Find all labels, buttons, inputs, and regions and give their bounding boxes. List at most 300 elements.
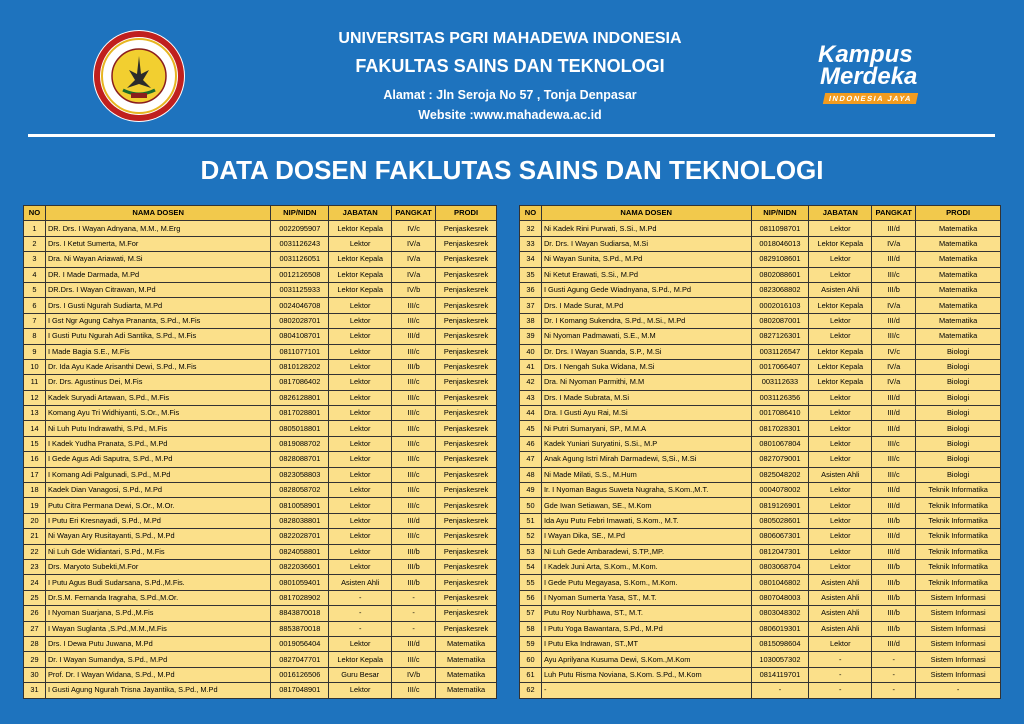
cell-no: 47 <box>520 452 542 467</box>
cell-nip: 0807048003 <box>751 590 809 605</box>
table-row <box>24 590 497 605</box>
website-text: Website :www.mahadewa.ac.id <box>418 108 602 122</box>
table-row <box>24 683 497 698</box>
cell-prodi: Biologi <box>916 452 1001 467</box>
cell-jabatan: Lektor <box>809 498 872 513</box>
cell-jabatan: Asisten Ahli <box>809 467 872 482</box>
cell-nip: 0814119701 <box>751 667 809 682</box>
table-row <box>520 344 1001 359</box>
cell-jabatan: Asisten Ahli <box>809 575 872 590</box>
cell-pangkat: III/b <box>872 575 916 590</box>
cell-nama-dosen: DR. Drs. I Wayan Adnyana, M.M., M.Erg <box>45 221 270 236</box>
cell-pangkat: III/c <box>872 329 916 344</box>
cell-nama-dosen: Dra. Ni Nyoman Parmithi, M.M <box>541 375 751 390</box>
table-row <box>520 621 1001 636</box>
table-row <box>24 390 497 405</box>
cell-pangkat: III/d <box>872 529 916 544</box>
cell-prodi: Teknik Informatika <box>916 559 1001 574</box>
kampus-merdeka-badge: INDONESIA JAYA <box>823 93 918 104</box>
table-row <box>24 621 497 636</box>
page-title: DATA DOSEN FAKLUTAS SAINS DAN TEKNOLOGI <box>200 155 824 185</box>
cell-jabatan: Lektor <box>809 252 872 267</box>
column-header-nama: NAMA DOSEN <box>541 206 751 221</box>
cell-jabatan: Lektor <box>809 421 872 436</box>
table-row <box>24 529 497 544</box>
cell-pangkat: III/b <box>872 606 916 621</box>
cell-pangkat: III/b <box>872 282 916 297</box>
cell-jabatan: Lektor Kepala <box>809 344 872 359</box>
cell-no: 17 <box>24 467 46 482</box>
cell-nama-dosen: I Wayan Dika, SE., M.Pd <box>541 529 751 544</box>
cell-pangkat: III/c <box>392 421 436 436</box>
cell-nip: 0031126243 <box>271 236 329 251</box>
cell-jabatan: Lektor Kepala <box>809 236 872 251</box>
column-header-no: NO <box>520 206 542 221</box>
column-header-pangkat: PANGKAT <box>872 206 916 221</box>
cell-no: 31 <box>24 683 46 698</box>
cell-no: 19 <box>24 498 46 513</box>
cell-prodi: Penjaskesrek <box>436 590 497 605</box>
cell-nama-dosen: I Nyoman Sumerta Yasa, ST., M.T. <box>541 590 751 605</box>
cell-jabatan: Lektor <box>329 344 392 359</box>
table-row <box>24 267 497 282</box>
cell-nama-dosen: Ni Luh Gede Ambaradewi, S.TP.,MP. <box>541 544 751 559</box>
cell-no: 59 <box>520 636 542 651</box>
cell-pangkat: IV/c <box>392 221 436 236</box>
table-row <box>24 498 497 513</box>
cell-no: 24 <box>24 575 46 590</box>
table-row <box>520 452 1001 467</box>
cell-jabatan: Lektor Kepala <box>329 652 392 667</box>
cell-prodi: Biologi <box>916 436 1001 451</box>
cell-jabatan: Lektor Kepala <box>329 252 392 267</box>
cell-pangkat: III/c <box>392 483 436 498</box>
cell-nip: 0827047701 <box>271 652 329 667</box>
cell-nama-dosen: Anak Agung Istri Mirah Darmadewi, S,Si., M.Si <box>541 452 751 467</box>
cell-pangkat: III/b <box>872 513 916 528</box>
cell-no: 30 <box>24 667 46 682</box>
cell-pangkat: III/c <box>392 436 436 451</box>
cell-pangkat: IV/a <box>872 236 916 251</box>
cell-nip: 0825048202 <box>751 467 809 482</box>
cell-nama-dosen: Dr. I Komang Sukendra, S.Pd., M.Si., M.Pd <box>541 313 751 328</box>
cell-nama-dosen: I Gst Ngr Agung Cahya Prananta, S.Pd., M.Fis <box>45 313 270 328</box>
cell-pangkat: - <box>392 606 436 621</box>
cell-nama-dosen: Drs. I Made Subrata, M.Si <box>541 390 751 405</box>
cell-no: 38 <box>520 313 542 328</box>
cell-no: 36 <box>520 282 542 297</box>
table-header-row <box>520 206 1001 221</box>
table-header-row <box>24 206 497 221</box>
cell-nama-dosen: Ni Made Milati, S.S., M.Hum <box>541 467 751 482</box>
cell-nip: 0031126547 <box>751 344 809 359</box>
table-row <box>520 513 1001 528</box>
cell-prodi: Penjaskesrek <box>436 513 497 528</box>
cell-no: 42 <box>520 375 542 390</box>
cell-jabatan: Lektor <box>329 452 392 467</box>
cell-nip: 0817086402 <box>271 375 329 390</box>
cell-nip: 0031126356 <box>751 390 809 405</box>
cell-nip: 0826128801 <box>271 390 329 405</box>
cell-no: 6 <box>24 298 46 313</box>
cell-pangkat: III/b <box>872 590 916 605</box>
cell-no: 60 <box>520 652 542 667</box>
table-row <box>520 298 1001 313</box>
cell-nip: 0817028301 <box>751 421 809 436</box>
cell-jabatan: Lektor <box>809 452 872 467</box>
cell-jabatan: Lektor Kepala <box>329 267 392 282</box>
cell-pangkat: IV/a <box>392 267 436 282</box>
cell-no: 12 <box>24 390 46 405</box>
faculty-name: FAKULTAS SAINS DAN TEKNOLOGI <box>355 56 665 76</box>
cell-jabatan: Lektor <box>329 467 392 482</box>
cell-no: 56 <box>520 590 542 605</box>
cell-jabatan: Asisten Ahli <box>809 606 872 621</box>
cell-nip: 0811077101 <box>271 344 329 359</box>
cell-nama-dosen: I Gusti Agung Ngurah Trisna Jayantika, S.Pd., M.Pd <box>45 683 270 698</box>
cell-nama-dosen: DR.Drs. I Wayan Citrawan, M.Pd <box>45 282 270 297</box>
cell-pangkat: IV/c <box>872 344 916 359</box>
cell-pangkat: IV/a <box>392 236 436 251</box>
cell-nama-dosen: Drs. I Ketut Sumerta, M.For <box>45 236 270 251</box>
lecturer-table-right <box>519 205 1001 699</box>
cell-prodi: Penjaskesrek <box>436 406 497 421</box>
cell-pangkat: III/c <box>392 344 436 359</box>
table-row <box>24 575 497 590</box>
table-row <box>520 236 1001 251</box>
cell-no: 50 <box>520 498 542 513</box>
cell-nip: 0817048901 <box>271 683 329 698</box>
university-logo <box>93 30 185 122</box>
cell-nip: 0828058702 <box>271 483 329 498</box>
table-row <box>24 483 497 498</box>
cell-prodi: Sistem Informasi <box>916 621 1001 636</box>
cell-nama-dosen: Ni Kadek Rini Purwati, S.Si., M.Pd <box>541 221 751 236</box>
cell-prodi: Penjaskesrek <box>436 452 497 467</box>
cell-prodi: Matematika <box>436 667 497 682</box>
cell-prodi: Penjaskesrek <box>436 313 497 328</box>
cell-no: 25 <box>24 590 46 605</box>
cell-no: 22 <box>24 544 46 559</box>
cell-pangkat: III/d <box>872 421 916 436</box>
cell-nip: 0806067301 <box>751 529 809 544</box>
cell-nip: 0806019301 <box>751 621 809 636</box>
cell-prodi: Matematika <box>916 221 1001 236</box>
column-header-nip: NIP/NIDN <box>751 206 809 221</box>
cell-prodi: Penjaskesrek <box>436 375 497 390</box>
cell-nama-dosen: Drs. Maryoto Subekti,M.For <box>45 559 270 574</box>
cell-pangkat: III/b <box>392 575 436 590</box>
kampus-merdeka-logo <box>818 41 968 104</box>
cell-pangkat: III/d <box>872 498 916 513</box>
cell-jabatan: Lektor <box>809 406 872 421</box>
cell-nama-dosen: Luh Putu Risma Noviana, S.Kom. S.Pd., M.Kom <box>541 667 751 682</box>
cell-nama-dosen: Ayu Aprilyana Kusuma Dewi, S.Kom.,M.Kom <box>541 652 751 667</box>
cell-pangkat: IV/a <box>872 298 916 313</box>
cell-nip: 0819088702 <box>271 436 329 451</box>
cell-prodi: Matematika <box>916 236 1001 251</box>
cell-pangkat: III/c <box>392 313 436 328</box>
cell-jabatan: Lektor <box>329 298 392 313</box>
cell-nip: 0810128202 <box>271 359 329 374</box>
cell-pangkat: III/c <box>392 390 436 405</box>
cell-jabatan: Lektor <box>809 544 872 559</box>
cell-jabatan: Lektor Kepala <box>329 282 392 297</box>
cell-no: 13 <box>24 406 46 421</box>
cell-jabatan: Guru Besar <box>329 667 392 682</box>
cell-jabatan: - <box>329 606 392 621</box>
cell-prodi: Penjaskesrek <box>436 252 497 267</box>
cell-prodi: Penjaskesrek <box>436 483 497 498</box>
cell-nip: 0024046708 <box>271 298 329 313</box>
cell-no: 28 <box>24 636 46 651</box>
cell-nip: 0804108701 <box>271 329 329 344</box>
table-row <box>520 606 1001 621</box>
cell-no: 58 <box>520 621 542 636</box>
cell-prodi: Sistem Informasi <box>916 636 1001 651</box>
cell-no: 35 <box>520 267 542 282</box>
cell-prodi: Penjaskesrek <box>436 298 497 313</box>
cell-no: 14 <box>24 421 46 436</box>
cell-no: 33 <box>520 236 542 251</box>
cell-pangkat: III/c <box>872 436 916 451</box>
table-row <box>520 436 1001 451</box>
cell-prodi: Matematika <box>916 298 1001 313</box>
cell-nama-dosen: Kadek Yuniari Suryatini, S.Si., M.P <box>541 436 751 451</box>
cell-nama-dosen: Dra. Ni Wayan Ariawati, M.Si <box>45 252 270 267</box>
cell-no: 11 <box>24 375 46 390</box>
table-row <box>520 590 1001 605</box>
cell-prodi: Teknik Informatika <box>916 529 1001 544</box>
table-row <box>520 544 1001 559</box>
cell-prodi: Penjaskesrek <box>436 498 497 513</box>
cell-jabatan: Lektor <box>809 483 872 498</box>
cell-pangkat: III/c <box>392 529 436 544</box>
kampus-merdeka-line1: Kampus <box>818 41 913 68</box>
table-row <box>520 313 1001 328</box>
cell-jabatan: Lektor <box>329 544 392 559</box>
cell-nip: 0827126301 <box>751 329 809 344</box>
cell-prodi: Penjaskesrek <box>436 282 497 297</box>
table-row <box>24 359 497 374</box>
cell-no: 18 <box>24 483 46 498</box>
cell-pangkat: - <box>872 683 916 698</box>
cell-prodi: Penjaskesrek <box>436 221 497 236</box>
cell-no: 27 <box>24 621 46 636</box>
cell-nip: 0822036601 <box>271 559 329 574</box>
cell-prodi: Penjaskesrek <box>436 236 497 251</box>
cell-nip: 0031125933 <box>271 282 329 297</box>
cell-prodi: Teknik Informatika <box>916 498 1001 513</box>
cell-pangkat: III/d <box>872 313 916 328</box>
table-row <box>24 406 497 421</box>
cell-nama-dosen: I Putu Agus Budi Sudarsana, S.Pd.,M.Fis. <box>45 575 270 590</box>
cell-nama-dosen: I Made Bagia S.E., M.Fis <box>45 344 270 359</box>
cell-pangkat: III/d <box>872 221 916 236</box>
cell-jabatan: Asisten Ahli <box>329 575 392 590</box>
table-row <box>24 313 497 328</box>
cell-nip: 0016126506 <box>271 667 329 682</box>
cell-nip: 0824058801 <box>271 544 329 559</box>
cell-nama-dosen: I Gede Putu Megayasa, S.Kom., M.Kom. <box>541 575 751 590</box>
cell-nip: 0019056404 <box>271 636 329 651</box>
cell-no: 61 <box>520 667 542 682</box>
cell-no: 8 <box>24 329 46 344</box>
cell-nama-dosen: Komang Ayu Tri Widhiyanti, S.Or., M.Fis <box>45 406 270 421</box>
column-header-jabatan: JABATAN <box>329 206 392 221</box>
cell-nip: 0812047301 <box>751 544 809 559</box>
cell-jabatan: Lektor <box>809 436 872 451</box>
cell-pangkat: III/d <box>392 329 436 344</box>
cell-jabatan: Lektor <box>809 559 872 574</box>
cell-nip: 0017086410 <box>751 406 809 421</box>
cell-pangkat: III/d <box>872 390 916 405</box>
cell-prodi: Penjaskesrek <box>436 621 497 636</box>
table-row <box>24 667 497 682</box>
cell-jabatan: - <box>329 590 392 605</box>
cell-nama-dosen: Drs. I Made Surat, M.Pd <box>541 298 751 313</box>
cell-jabatan: Lektor Kepala <box>809 359 872 374</box>
cell-pangkat: III/d <box>872 483 916 498</box>
lecturer-table-left <box>23 205 497 699</box>
cell-prodi: Biologi <box>916 421 1001 436</box>
cell-no: 7 <box>24 313 46 328</box>
cell-nama-dosen: Ni Nyoman Padmawati, S.E., M.M <box>541 329 751 344</box>
cell-pangkat: IV/b <box>392 282 436 297</box>
cell-no: 41 <box>520 359 542 374</box>
cell-nama-dosen: Ni Wayan Ary Rusitayanti, S.Pd., M.Pd <box>45 529 270 544</box>
table-row <box>520 636 1001 651</box>
cell-prodi: Biologi <box>916 344 1001 359</box>
cell-no: 4 <box>24 267 46 282</box>
cell-nama-dosen: I Putu Eri Kresnayadi, S.Pd., M.Pd <box>45 513 270 528</box>
cell-no: 1 <box>24 221 46 236</box>
cell-jabatan: Lektor <box>329 421 392 436</box>
cell-prodi: Penjaskesrek <box>436 467 497 482</box>
cell-no: 52 <box>520 529 542 544</box>
cell-prodi: Penjaskesrek <box>436 390 497 405</box>
table-row <box>24 252 497 267</box>
table-row <box>24 467 497 482</box>
column-header-no: NO <box>24 206 46 221</box>
cell-no: 15 <box>24 436 46 451</box>
table-row <box>520 390 1001 405</box>
cell-no: 57 <box>520 606 542 621</box>
cell-jabatan: Lektor <box>809 313 872 328</box>
cell-no: 44 <box>520 406 542 421</box>
cell-jabatan: Asisten Ahli <box>809 621 872 636</box>
table-row <box>24 329 497 344</box>
cell-nip: - <box>751 683 809 698</box>
cell-prodi: Biologi <box>916 375 1001 390</box>
cell-prodi: Matematika <box>436 636 497 651</box>
table-row <box>520 467 1001 482</box>
header-divider <box>28 134 995 137</box>
cell-prodi: Matematika <box>916 313 1001 328</box>
cell-no: 46 <box>520 436 542 451</box>
cell-jabatan: Lektor <box>329 375 392 390</box>
cell-nip: 0822028701 <box>271 529 329 544</box>
cell-nip: 0802028701 <box>271 313 329 328</box>
cell-nip: 0823058803 <box>271 467 329 482</box>
cell-jabatan: - <box>809 652 872 667</box>
cell-nama-dosen: Prof. Dr. I Wayan Widana, S.Pd., M.Pd <box>45 667 270 682</box>
table-row <box>520 529 1001 544</box>
cell-nip: 0815098604 <box>751 636 809 651</box>
cell-nama-dosen: Dr. Ida Ayu Kade Arisanthi Dewi, S.Pd., M.Fis <box>45 359 270 374</box>
cell-nama-dosen: Ni Wayan Sunita, S.Pd., M.Pd <box>541 252 751 267</box>
column-header-prodi: PRODI <box>916 206 1001 221</box>
cell-no: 32 <box>520 221 542 236</box>
cell-nip: 0018046013 <box>751 236 809 251</box>
cell-no: 55 <box>520 575 542 590</box>
cell-no: 5 <box>24 282 46 297</box>
cell-nip: 0802087001 <box>751 313 809 328</box>
cell-no: 20 <box>24 513 46 528</box>
cell-nama-dosen: Ni Putri Sumaryani, SP., M.M.A <box>541 421 751 436</box>
cell-jabatan: Lektor <box>809 267 872 282</box>
cell-pangkat: IV/a <box>872 375 916 390</box>
cell-prodi: Teknik Informatika <box>916 544 1001 559</box>
cell-nip: 8843870018 <box>271 606 329 621</box>
university-name: UNIVERSITAS PGRI MAHADEWA INDONESIA <box>338 30 682 47</box>
cell-nip: 0810058901 <box>271 498 329 513</box>
cell-nip: 0801059401 <box>271 575 329 590</box>
cell-pangkat: IV/a <box>392 252 436 267</box>
table-row <box>520 652 1001 667</box>
cell-no: 3 <box>24 252 46 267</box>
cell-no: 21 <box>24 529 46 544</box>
cell-pangkat: III/d <box>872 406 916 421</box>
cell-prodi: Penjaskesrek <box>436 267 497 282</box>
cell-jabatan: Lektor <box>329 390 392 405</box>
cell-pangkat: III/c <box>872 452 916 467</box>
cell-pangkat: III/c <box>392 467 436 482</box>
cell-no: 45 <box>520 421 542 436</box>
cell-pangkat: IV/a <box>872 359 916 374</box>
table-row <box>520 221 1001 236</box>
cell-nama-dosen: Dr.S.M. Fernanda Iragraha, S.Pd.,M.Or. <box>45 590 270 605</box>
cell-prodi: Penjaskesrek <box>436 329 497 344</box>
cell-nama-dosen: - <box>541 683 751 698</box>
cell-no: 54 <box>520 559 542 574</box>
table-row <box>520 667 1001 682</box>
cell-nama-dosen: Kadek Suryadi Artawan, S.Pd., M.Fis <box>45 390 270 405</box>
cell-jabatan: Lektor <box>329 359 392 374</box>
table-row <box>520 282 1001 297</box>
cell-no: 62 <box>520 683 542 698</box>
cell-prodi: Biologi <box>916 390 1001 405</box>
cell-pangkat: III/b <box>872 621 916 636</box>
cell-nama-dosen: I Komang Adi Palgunadi, S.Pd., M.Pd <box>45 467 270 482</box>
table-row <box>520 421 1001 436</box>
table-row <box>24 221 497 236</box>
cell-jabatan: Lektor Kepala <box>329 221 392 236</box>
cell-nama-dosen: I Gede Agus Adi Saputra, S.Pd., M.Pd <box>45 452 270 467</box>
table-row <box>24 559 497 574</box>
cell-jabatan: Lektor <box>809 329 872 344</box>
cell-nip: 0817028801 <box>271 406 329 421</box>
cell-nama-dosen: Dr. Drs. Agustinus Dei, M.Fis <box>45 375 270 390</box>
cell-jabatan: Lektor <box>809 529 872 544</box>
cell-pangkat: III/c <box>392 652 436 667</box>
cell-prodi: Teknik Informatika <box>916 513 1001 528</box>
cell-nip: 0805028601 <box>751 513 809 528</box>
table-row <box>24 452 497 467</box>
cell-nip: 0823068802 <box>751 282 809 297</box>
cell-pangkat: III/c <box>392 498 436 513</box>
cell-nama-dosen: I Gusti Agung Gede Wiadnyana, S.Pd., M.Pd <box>541 282 751 297</box>
